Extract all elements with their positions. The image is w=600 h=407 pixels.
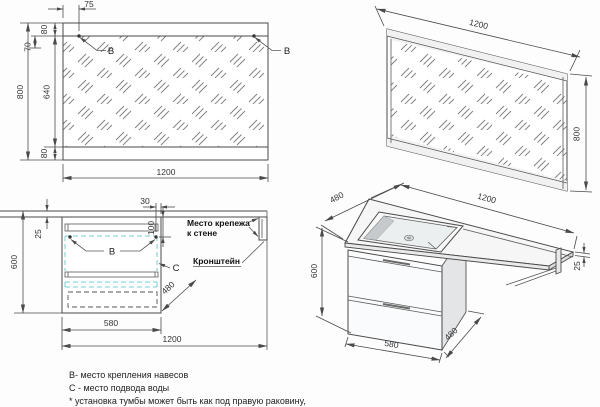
label-mount-line1: Место крепежа bbox=[187, 218, 250, 228]
dim-cab-width: 580 bbox=[103, 318, 119, 328]
leader-mount-top bbox=[249, 219, 258, 223]
vanity-perspective-view bbox=[309, 183, 590, 363]
ext-3d-480b-a bbox=[444, 352, 449, 357]
support-bracket-plate bbox=[556, 248, 561, 274]
dim-hole-drop: 100 bbox=[146, 220, 156, 236]
mount-point-b-right bbox=[252, 34, 255, 37]
mirror-front-view bbox=[15, 0, 290, 182]
dim-mirror-top-band: 80 bbox=[39, 24, 49, 35]
dim-cabinet-height: 600 bbox=[9, 254, 19, 270]
dim-mirror-hole-drop: 70 bbox=[22, 42, 33, 52]
dim-hole-inset: 30 bbox=[140, 196, 150, 206]
support-bracket-brace1 bbox=[506, 268, 556, 285]
mirror-glass-hatch bbox=[64, 37, 268, 147]
top-rail bbox=[65, 224, 158, 231]
support-bracket-brace2 bbox=[515, 271, 556, 286]
mount-point-b-left bbox=[77, 34, 80, 37]
ext-3d-480b-b bbox=[468, 311, 484, 314]
mirror-perspective-view bbox=[375, 6, 592, 192]
note-line-1: В- место крепления навесов bbox=[69, 370, 189, 380]
dim-depth: 480 bbox=[159, 279, 177, 297]
dim-3d-width: 1200 bbox=[476, 190, 498, 206]
sink-drain-hole bbox=[407, 237, 411, 239]
dim-mirror-mid: 640 bbox=[41, 84, 52, 100]
dim-3d-height: 600 bbox=[309, 263, 319, 279]
ext-persp-1200-left bbox=[375, 6, 384, 26]
dim-3d-cab-width: 580 bbox=[383, 337, 400, 351]
mount-dot-left bbox=[68, 235, 71, 238]
dim-mirror-bottom-band: 80 bbox=[39, 148, 49, 159]
dim-mirror-offset: 75 bbox=[84, 0, 94, 9]
cabinet-front-view bbox=[0, 196, 267, 350]
dim-mirror-width: 1200 bbox=[156, 167, 176, 177]
dim-persp-mirror-height: 800 bbox=[571, 126, 582, 142]
dim-3d-thickness: 25 bbox=[572, 261, 582, 271]
ext-3d-25-b bbox=[575, 256, 590, 258]
dim-counter-thickness: 25 bbox=[33, 229, 43, 239]
ext-3d-600-top bbox=[316, 227, 348, 242]
mid-rail bbox=[65, 272, 158, 277]
ext-persp-800-bottom bbox=[570, 191, 592, 192]
ext-3d-580-b bbox=[439, 353, 442, 363]
dim-3d-depth-top: 480 bbox=[328, 189, 346, 206]
label-c: С bbox=[172, 263, 180, 274]
cabinet-front-face bbox=[348, 250, 442, 350]
label-b-left: B bbox=[107, 46, 115, 57]
ext-3d-600-bottom bbox=[316, 316, 351, 333]
leader-bracket bbox=[242, 242, 264, 264]
ext-3d-1200 bbox=[574, 236, 577, 249]
dim-3d-cab-depth: 480 bbox=[442, 325, 460, 343]
label-b-right: B bbox=[283, 46, 291, 57]
ext-persp-800-top bbox=[570, 74, 592, 76]
wall-bracket bbox=[259, 217, 267, 240]
ext-3d-580-a bbox=[345, 337, 348, 347]
ext-3d-480-a bbox=[321, 225, 343, 239]
label-mount-line2: к стене bbox=[187, 228, 218, 238]
dim-mirror-height: 800 bbox=[15, 84, 25, 100]
dim-persp-mirror-width: 1200 bbox=[468, 17, 490, 32]
note-line-3: * установка тумбы может быть как под правую раковину, bbox=[69, 396, 306, 406]
dim-total-width: 1200 bbox=[162, 334, 182, 344]
label-bracket: Кронштейн bbox=[193, 256, 241, 266]
ext-3d-25-a bbox=[575, 252, 590, 254]
leader-mount-bottom bbox=[249, 227, 258, 237]
notes bbox=[69, 370, 306, 407]
ext-persp-1200-right bbox=[570, 50, 580, 71]
label-b-front: B bbox=[108, 246, 116, 258]
note-line-2: С - место подвода воды bbox=[69, 383, 170, 393]
